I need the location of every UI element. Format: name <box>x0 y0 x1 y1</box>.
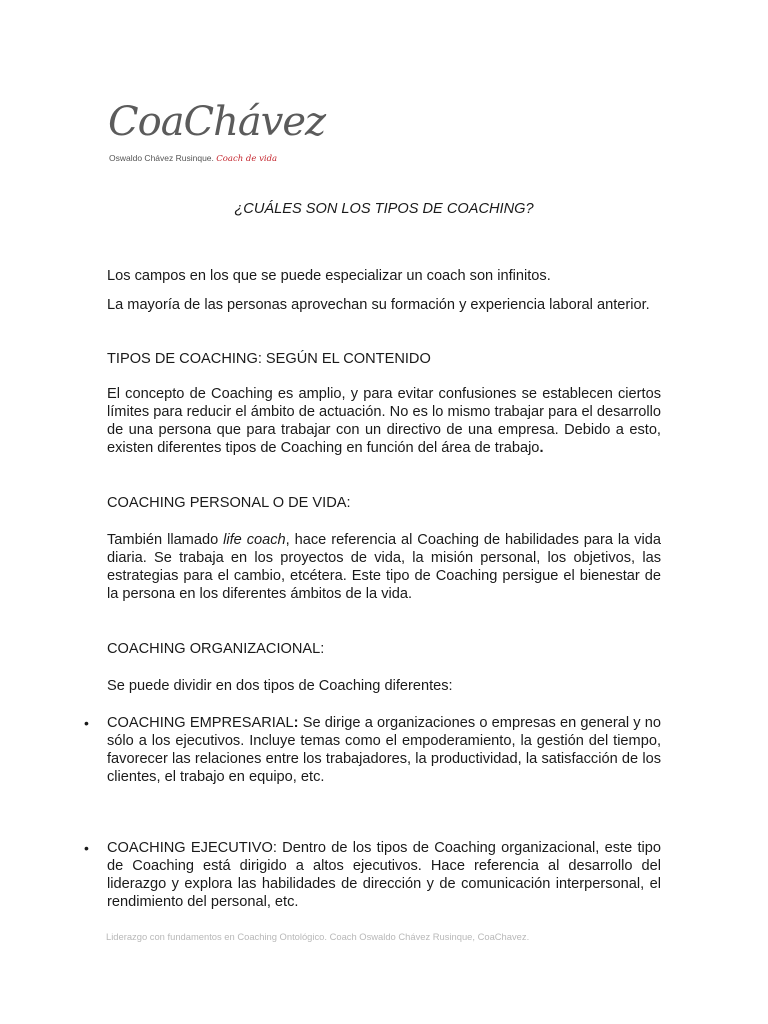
content-section-heading: TIPOS DE COACHING: SEGÚN EL CONTENIDO <box>107 351 431 367</box>
bullet-label: COACHING EJECUTIVO <box>107 840 273 856</box>
bullet-text: Dentro de los tipos de Coaching organizacional, este tipo de Coaching está dirigido a altos ejecutivos. Hace referencia al desarrollo del liderazgo y explora las habilidades de dirección y de comunicación interpersonal, el rendimiento del personal, etc. <box>107 840 661 910</box>
org-section-intro: Se puede dividir en dos tipos de Coaching diferentes: <box>107 678 453 694</box>
intro-line-1: Los campos en los que se puede especializar un coach son infinitos. <box>107 268 551 284</box>
content-body-end-mark: . <box>539 440 544 456</box>
document-title: ¿CUÁLES SON LOS TIPOS DE COACHING? <box>234 201 534 217</box>
page-footer: Liderazgo con fundamentos en Coaching Ontológico. Coach Oswaldo Chávez Rusinque, CoaChavez. <box>106 931 530 942</box>
bullet-item-empresarial <box>107 714 661 786</box>
logo-owner: Oswaldo Chávez Rusinque. <box>109 153 214 163</box>
bullet-marker: • <box>84 840 89 856</box>
bullet-text: Se dirige a organizaciones o empresas en general y no sólo a los ejecutivos. Incluye temas como el empoderamiento, la gestión del tiempo, favorecer las relaciones entre los trabajadores, la productividad, la satisfacción de los clientes, el trabajo en equipo, etc. <box>107 715 662 785</box>
content-section-body <box>107 385 661 457</box>
content-body-text: El concepto de Coaching es amplio, y para evitar confusiones se establecen ciertos límites para reducir el ámbito de actuación. No es lo mismo trabajar para el desarrollo de una persona que para trabajar con un directivo de una empresa. Debido a esto, existen diferentes tipos de Coaching en función del área de trabajo <box>107 386 661 456</box>
logo-tagline-line <box>109 153 277 164</box>
org-section-heading: COACHING ORGANIZACIONAL: <box>107 641 325 657</box>
brand-logo <box>108 98 326 168</box>
bullet-colon: : <box>272 840 277 856</box>
bullet-label: COACHING EMPRESARIAL <box>107 715 294 731</box>
logo-wordmark: CoaChávez <box>108 99 326 145</box>
personal-body-italic: life coach <box>223 532 286 548</box>
personal-section-heading: COACHING PERSONAL O DE VIDA: <box>107 495 351 511</box>
personal-body-start: También llamado <box>107 532 224 548</box>
intro-line-2: La mayoría de las personas aprovechan su formación y experiencia laboral anterior. <box>107 297 650 313</box>
bullet-colon: : <box>293 715 299 731</box>
bullet-item-ejecutivo <box>107 839 661 911</box>
logo-tagline: Coach de vida <box>216 154 278 164</box>
bullet-marker: • <box>84 715 89 731</box>
personal-body-rest: , hace referencia al Coaching de habilidades para la vida diaria. Se trabaja en los proyectos de vida, la misión personal, los objetivos, las estrategias para el cambio, etcétera. Este tipo de Coaching persigue el bienestar de la persona en los diferentes ámbitos de la vida. <box>107 532 661 602</box>
personal-section-body <box>107 531 661 603</box>
